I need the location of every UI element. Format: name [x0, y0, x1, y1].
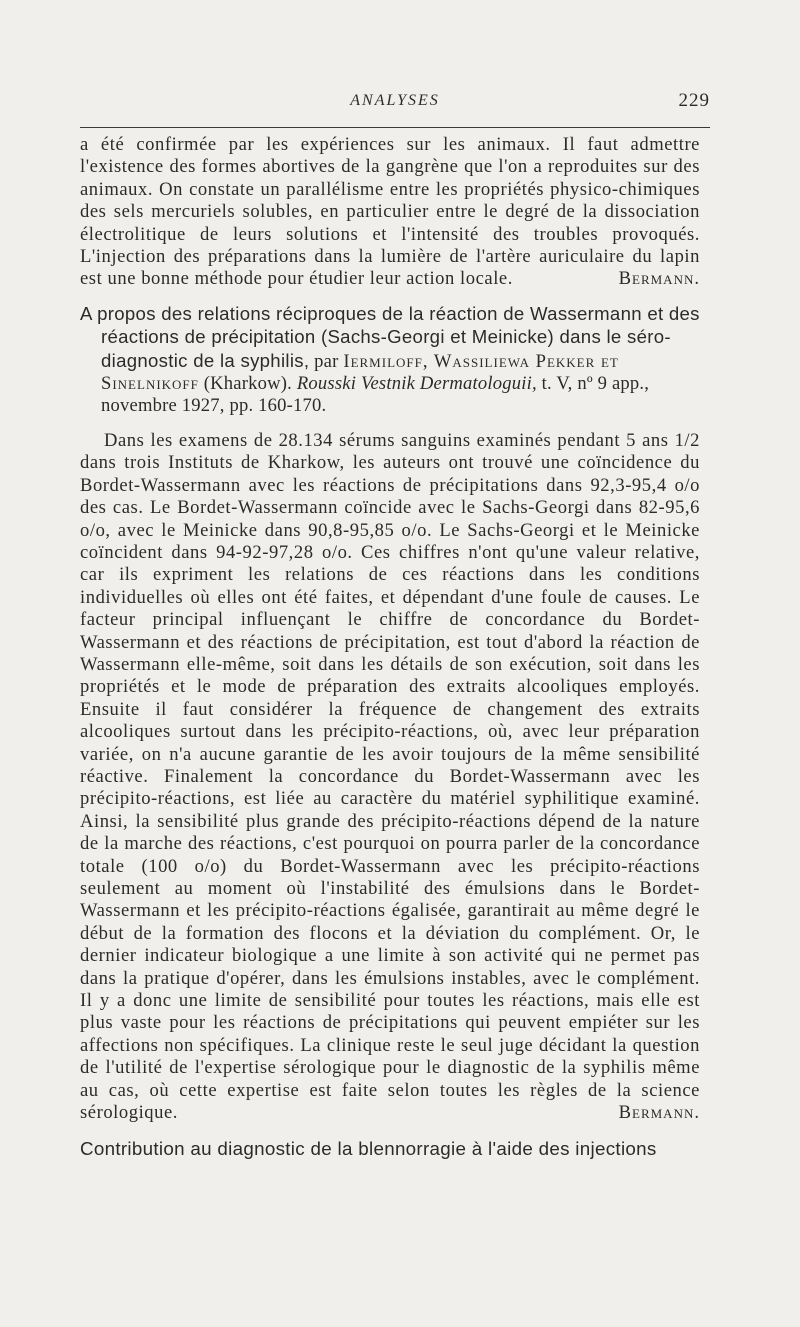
- article-authors: Iermiloff, Wassiliewa Pekker et Sinelnikoff: [101, 350, 619, 395]
- article-journal: Rousski Vestnik Dermatologuii,: [296, 373, 537, 395]
- header-rule: [80, 127, 710, 128]
- abstract-text: Dans les examens de 28.134 sérums sanguins examinés pendant 5 ans 1/2 dans trois Instituts de Kharkow, les auteurs ont trouvé une coïncidence du Bordet-Wassermann avec les réactions de précipitations dans 92,3-95,4 o/o des cas. Le Bordet-Wassermann coïncide avec le Sachs-Georgi dans 82-95,6 o/o, avec le Meinicke dans 90,8-95,85 o/o. Le Sachs-Georgi et le Meinicke coïncident dans 94-92-97,28 o/o. Ces chiffres n'ont qu'une valeur relative, car ils expriment les relations de ces réactions dans les conditions individuelles où elles ont été faites, et dépendant d'une foule de causes. Le facteur principal influençant le chiffre de concordance du Bordet-Wassermann et des réactions de précipitation, est tout d'abord la réaction de Wassermann elle-même, soit dans les détails de son exécution, soit dans les propriétés et le mode de préparation des extraits alcooliques employés. Ensuite il faut considérer la fréquence de changement des extraits alcooliques surtout dans les précipito-réactions, où, avec leur préparation variée, on n'a aucune garantie de les avoir toujours de la même sensibilité réactive. Finalement la concordance du Bordet-Wassermann avec les précipito-réactions, est liée au caractère du matériel syphilitique examiné. Ainsi, la sensibilité plus grande des précipito-réactions dépend de la nature de la marche des réactions, c'est pourquoi on pourra parler de la concordance totale (100 o/o) du Bordet-Wassermann avec les précipito-réactions seulement au moment où l'instabilité des émulsions dans le Bordet-Wassermann et les précipito-réactions égalisée, garantirait au même degré le début de la formation des flocons et la déviation du complément. Or, le dernier indicateur biologique a une limite à son activité qui ne permet pas dans la pratique d'opérer, dans les émulsions instables, avec le complément. Il y a donc une limite de sensibilité pour toutes les réactions, mais elle est plus vaste pour les réactions de précipitations qui peuvent empiéter sur les affections non spécifiques. La clinique reste le seul juge décidant la question de l'utilité de l'expertise sérologique pour le diagnostic de la syphilis même au cas, où cette expertise est faite selon toutes les règles de la science sérologique.: [80, 429, 700, 1124]
- running-head: [80, 88, 710, 118]
- page-number: 229: [678, 90, 710, 111]
- running-head-title: ANALYSES: [350, 92, 440, 109]
- signature: Bermann.: [618, 1102, 700, 1124]
- paragraph-continued: [80, 134, 700, 291]
- paragraph-text: a été confirmée par les expériences sur les animaux. Il faut admettre l'existence des formes abortives de la gangrène que l'on a reproduites sur des animaux. On constate un parallélisme entre les propriétés physico-chimiques des sels mercuriels solubles, en particulier entre le degré de la dissociation électrolitique de leurs solutions et l'intensité des troubles provoqués. L'injection des préparations dans la lumière de l'artère auriculaire du lapin est une bonne méthode pour étudier leur action locale.: [80, 134, 700, 290]
- article-title: A propos des relations réciproques de la réaction de Wassermann et des réactions de précipitation (Sachs-Georgi et Meinicke) dans le séro-diagnostic de la syphilis,: [80, 302, 700, 371]
- article-by: par: [314, 350, 339, 372]
- next-article-heading: [80, 1138, 700, 1161]
- next-article-title: Contribution au diagnostic de la blennorragie à l'aide des injections: [80, 1138, 657, 1160]
- article-heading: [80, 303, 700, 418]
- signature: Bermann.: [618, 268, 700, 290]
- article-citation: t. V, nº 9 app., novembre 1927, pp. 160-170.: [101, 373, 650, 417]
- article-location: (Kharkow).: [203, 373, 292, 395]
- body-text: [80, 134, 700, 1174]
- abstract-paragraph: [80, 430, 700, 1125]
